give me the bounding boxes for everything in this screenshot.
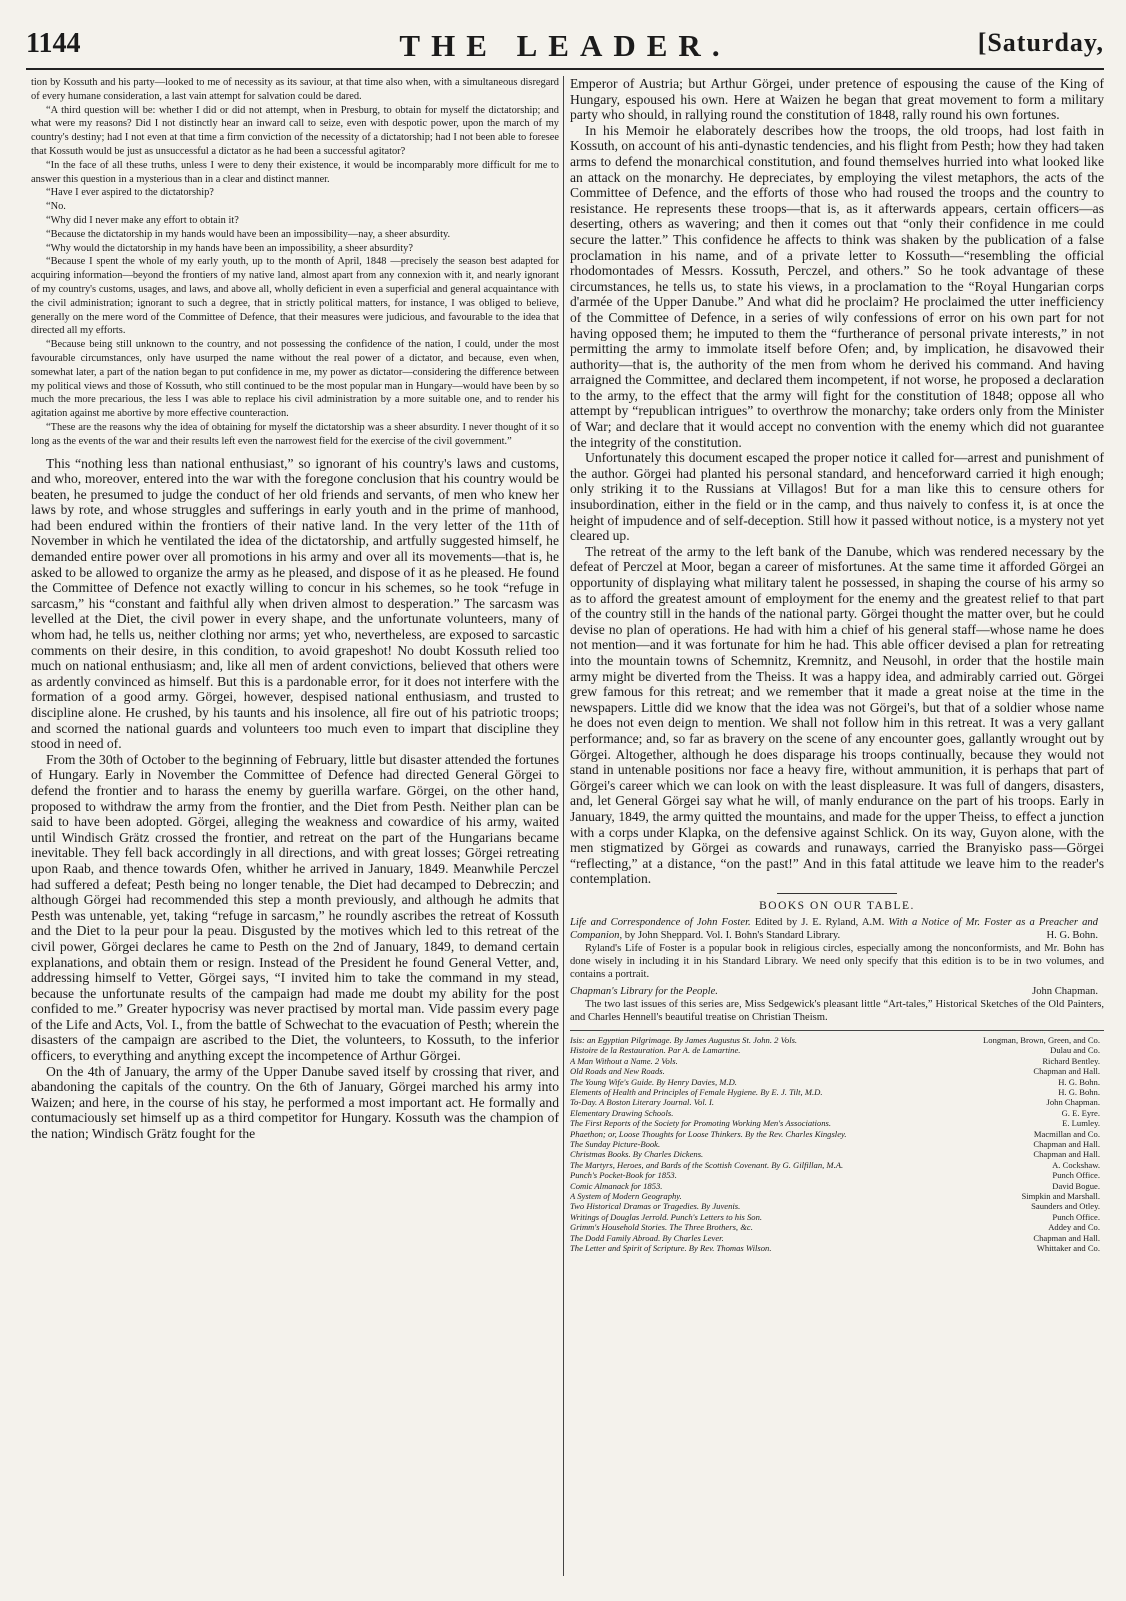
book-list-title: The Letter and Spirit of Scripture. By Rev. Thomas Wilson. <box>570 1243 772 1253</box>
quote-paragraph: “Why did I never make any effort to obtain it? <box>46 214 239 226</box>
article-paragraph: Unfortunately this document escaped the proper notice it called for—arrest and punishment of the author. Görgei had planted his personal standard, and henceforward carried it high enough; only striking it to the Russians at Villagos! But for a man like this to censure others for insubordination, either in the field or in the camp, and thus naively to confess it, is at once the height of impudence and of self-deception. Still how it passed without notice, is a mystery not yet cleared up. <box>570 450 1104 544</box>
article-paragraph: In his Memoir he elaborately describes how the troops, the old troops, had lost faith in Kossuth, on account of his anti-dynastic tendencies, and his flight from Pesth; how they had taken arms to defend the monarchical constitution, and found themselves hurried into what looked like an attack on the monarchy. He depreciates, by employing the vilest metaphors, the acts of the Committee of Defence, and the efforts of those who had roused the troops and the country to resistance. He represents these troops—that is, as it afterwards appears, certain officers—as deserting, others as wavering; and then it comes out that “only their confidence in me could secure the latter.” This confidence he affects to think was shaken by the publication of a false proclamation in his name, and of a private letter to Kossuth—“resembling the official rhodomontades of Messrs. Kossuth, Perczel, and others.” So he took advantage of these circumstances, he tells us, to state his views, in a proclamation to the “Royal Hungarian corps d'armée of the Upper Danube.” And what did he proclaim? He proclaimed the utter inefficiency of the Committee of Defence, in a series of wily confessions of error on his own part for not having opposed them; he imputed to them the “furtherance of personal private interests,” in not permitting the army to immolate itself before Ofen; and, by implication, he disavowed their authority—that is, the authority of the men from whom he derived his command. And having arraigned the Committee, and declared them incompetent, if not worse, he proposed a declaration to the army, to the effect that the army will fight for the constitution of 1848; oppose all who attempt by “republican intrigues” to overthrow the monarchy; take orders only from the Minister of War; and declare that it would accept no convention with the enemy which did not guarantee the integrity of the constitution. <box>570 122 1104 450</box>
book-list-item <box>570 1170 1104 1180</box>
book-list-title: Elementary Drawing Schools. <box>570 1107 674 1118</box>
book-title: Life and Correspondence of John Foster. <box>570 916 751 928</box>
section-rule <box>777 893 897 894</box>
book-list-title: Phaethon; or, Loose Thoughts for Loose Thinkers. By the Rev. Charles Kingsley. <box>570 1128 847 1139</box>
book-list-title: A Man Without a Name. 2 Vols. <box>570 1055 678 1066</box>
book-list-title: Christmas Books. By Charles Dickens. <box>570 1149 704 1160</box>
book-subtitle: With a Notice of Mr. Foster as a Preacher and Companion, <box>570 916 1098 941</box>
book-list-publisher: Chapman and Hall. <box>1029 1066 1100 1076</box>
quote-paragraph: “In the face of all these truths, unless I were to deny their existence, it would be incomparably more difficult for me to answer this question in a mysterious than in a clear and distinct manner. <box>31 159 559 185</box>
book-list-publisher: E. Lumley. <box>1058 1118 1100 1128</box>
book-list-item <box>570 1160 1104 1170</box>
book-header <box>570 916 1104 942</box>
book-list-item <box>570 1056 1104 1066</box>
book-list-publisher: Addey and Co. <box>1044 1222 1100 1232</box>
book-review-text: The two last issues of this series are, Miss Sedgewick's pleasant little “Art-tales,” Historical Sketches of the Old Painters, and Charles Hennell's beautiful treatise on Christian Theism. <box>570 998 1104 1023</box>
book-publisher: H. G. Bohn. <box>1046 929 1098 941</box>
quote-paragraph: “Because I spent the whole of my early youth, up to the month of April, 1848 —precisely the season best adapted for acquiring information—beyond the frontiers of my native land, almost apart from any connexion with it, and nearly ignorant of my country's customs, usages, and laws, and above all, wholly deficient in even a superficial and general acquaintance with the civil administration; ignorant to such a degree, that in strictly political matters, for instance, I was obliged to believe, generally on the mere word of the Committee of Defence, that their measures were judicious, and favourable to the idea that directed all my efforts. <box>31 256 559 337</box>
book-list-title: A System of Modern Geography. <box>570 1190 682 1201</box>
column-left <box>31 76 559 1576</box>
book-list-title: Grimm's Household Stories. The Three Brothers, &c. <box>570 1222 753 1233</box>
quote-paragraph: “No. <box>46 201 66 213</box>
book-list-title: To-Day. A Boston Literary Journal. Vol. I. <box>570 1097 715 1108</box>
gorgei-quote-block <box>31 76 559 449</box>
book-review-foster <box>570 916 1104 1024</box>
book-list-item <box>570 1181 1104 1191</box>
column-divider <box>563 76 564 1576</box>
book-list-title: The First Reports of the Society for Promoting Working Men's Associations. <box>570 1118 831 1129</box>
book-list-title: Punch's Pocket-Book for 1853. <box>570 1170 677 1181</box>
masthead <box>26 28 1104 68</box>
book-list-publisher: H. G. Bohn. <box>1054 1077 1100 1087</box>
book-list-item <box>570 1212 1104 1222</box>
book-list-item <box>570 1233 1104 1243</box>
book-list-item <box>570 1087 1104 1097</box>
book-list-title: The Sunday Picture-Book. <box>570 1138 661 1149</box>
book-list-publisher: Richard Bentley. <box>1038 1056 1100 1066</box>
quote-paragraph: “Have I ever aspired to the dictatorship? <box>46 187 214 199</box>
book-review-text: Ryland's Life of Foster is a popular book in religious circles, especially among the nonconformists, and Mr. Bohn has done wisely in including it in his Standard Library. We need only specify that this edition is to be in two volumes, and contains a portrait. <box>570 942 1104 980</box>
page-number: 1144 <box>26 28 81 59</box>
book-editor-2: by John Sheppard. Vol. I. <box>624 929 732 941</box>
book-list-publisher: Punch Office. <box>1048 1212 1100 1222</box>
book-list-item <box>570 1149 1104 1159</box>
book-list-item <box>570 1222 1104 1232</box>
book-list-publisher: G. E. Eyre. <box>1058 1108 1100 1118</box>
book-header <box>570 985 1104 998</box>
book-list-publisher: John Chapman. <box>1043 1097 1100 1107</box>
book-list-item <box>570 1191 1104 1201</box>
book-list-title: The Martyrs, Heroes, and Bards of the Scottish Covenant. By G. Gilfillan, M.A. <box>570 1159 844 1170</box>
book-list-publisher: Chapman and Hall. <box>1029 1233 1100 1243</box>
masthead-rule <box>26 68 1104 70</box>
book-list-item <box>570 1129 1104 1139</box>
quote-paragraph: “Because being still unknown to the country, and not possessing the confidence of the nation, I could, under the most favourable circumstances, only have usurped the name without the real power of a dictator, and because, even when, somewhat later, a part of the nation began to put confidence in me, my power as dictator—considering the difference between my political views and those of Kossuth, who still continued to be the most popular man in Hungary—would have been by so much the more precarious, the less I was able to replace his civil administration by a more suitable one, and to render his agitation against me abortive by more effective counteraction. <box>31 339 559 420</box>
books-received-list <box>570 1030 1104 1254</box>
book-list-title: Two Historical Dramas or Tragedies. By Juvenis. <box>570 1201 741 1212</box>
book-list-title: Histoire de la Restauration. Par A. de Lamartine. <box>570 1045 741 1056</box>
book-list-item <box>570 1108 1104 1118</box>
book-list-publisher: H. G. Bohn. <box>1054 1087 1100 1097</box>
quote-paragraph: tion by Kossuth and his party—looked to me of necessity as its saviour, at that time also when, with a simultaneous disregard of every humane consideration, a last vain attempt for salvation could be dared. <box>31 77 559 102</box>
book-list-title: Old Roads and New Roads. <box>570 1066 665 1077</box>
book-list-item <box>570 1097 1104 1107</box>
book-list-item <box>570 1035 1104 1045</box>
book-list-item <box>570 1066 1104 1076</box>
books-section-heading: BOOKS ON OUR TABLE. <box>759 899 915 912</box>
issue-day: [Saturday, <box>977 28 1104 57</box>
book-list-publisher: A. Cockshaw. <box>1048 1160 1100 1170</box>
book-list-publisher: Macmillan and Co. <box>1030 1129 1100 1139</box>
quote-paragraph: “A third question will be: whether I did or did not attempt, when in Presburg, to obtain for myself the dictatorship; and what were my reasons? Did I not distinctly hear an inward call to seize, even with despotic power, upon the march of my country's destiny; had I not even at that time a firm conviction of the necessity of a dictatorship; had I not been able to foresee that Kossuth would be just as unsuccessful a dictator as he had been a successful agitator? <box>31 104 559 157</box>
book-list-item <box>570 1077 1104 1087</box>
book-list-item <box>570 1139 1104 1149</box>
book-list-item <box>570 1243 1104 1253</box>
article-paragraph: From the 30th of October to the beginning of February, little but disaster attended the fortunes of Hungary. Early in November the Committee of Defence had directed General Görgei to defend the frontier and to harass the enemy by guerilla warfare. Görgei, on the other hand, proposed to withdraw the army from the frontier, and the Diet from Pesth. Neither plan can be said to have been adopted. Görgei, alleging the weakness and cowardice of his army, waited until Windisch Grätz crossed the frontier, and retreat on the part of the Hungarians became inevitable. They fell back accordingly in all directions, and with great losses; Görgei retreating upon Raab, and thence towards Ofen, whither he arrived in January, 1849. Meanwhile Perczel had suffered a defeat; Pesth being no longer tenable, the Diet had decamped to Debreczin; and although Görgei had recommended this step a month previously, and although he admits that Pesth was untenable, yet, taking “refuge in sarcasm,” he roundly ascribes the retreat of Kossuth and the Diet to la peur pour la peau. Disgusted by the motives which led to this retreat of the civil power, Görgei declares he came to Pesth on the 2nd of January, 1849, to demand certain explanations, and obtain them or resign. Instead of the President he found General Vetter, and, addressing himself to Vetter, Görgei says, “I invited him to take the command in my stead, because the unfortunate results of the campaign had made me doubt my ability for the post confided to me.” Greater hypocrisy was never practised by mortal man. Vide passim every page of the Life and Acts, Vol. I., from the battle of Schwechat to the evacuation of Pesth; wherein the disasters of the campaign are ascribed to the Diet, the volunteers, to Kossuth, to the inferior officers, to everything and anything except the incompetence of Arthur Görgei. <box>31 751 559 1064</box>
book-list-item <box>570 1045 1104 1055</box>
book-list-title: Elements of Health and Principles of Female Hygiene. By E. J. Tilt, M.D. <box>570 1086 823 1097</box>
quote-paragraph: “Why would the dictatorship in my hands have been an impossibility, a sheer absurdity? <box>46 242 413 254</box>
book-list-title: Comic Almanack for 1853. <box>570 1180 663 1191</box>
book-list-publisher: Longman, Brown, Green, and Co. <box>979 1035 1100 1045</box>
quote-paragraph: “Because the dictatorship in my hands would have been an impossibility—nay, a sheer absurdity. <box>46 228 451 240</box>
book-list-publisher: Chapman and Hall. <box>1029 1149 1100 1159</box>
article-paragraph: The retreat of the army to the left bank of the Danube, which was rendered necessary by the defeat of Perczel at Moor, began a career of misfortunes. At the same time it afforded Görgei an opportunity of displaying what military talent he possessed, in shaping the course of his army so as to afford the greatest amount of employment for the enemy and the greatest relief to that part of the country still in the hands of the national party. Görgei thought the matter over, but he could devise no plan of operations. He had with him a chief of his general staff—whose name he does not mention—and it was fortunate for him he had. This able officer devised a plan for retreating into the mountain towns of Schemnitz, Kremnitz, and Neusohl, in order that the hostile main army might be diverted from the Theiss. It was a happy idea, and admirably carried out. Görgei grew famous for this retreat; and we remember that it made a great noise at the time in the newspapers. Little did we know that the idea was not Görgei's, but that of a soldier whose name he does not even deign to mention. We shall not follow him in this retreat. It was a very gallant performance; and, so far as bravery on the scene of any encounter goes, gallantly wrought out by Görgei. Altogether, although he does disparage his troops continually, because they would not stand in untenable positions nor face a heavy fire, without ammunition, it is perhaps that part of Görgei's career which we can look on with the least displeasure. It was full of dangers, disasters, and, let General Görgei say what he will, of manly endurance on the part of his troops. Early in January, 1849, the army quitted the mountains, and made for the upper Theiss, to effect a junction with a corps under Klapka, on the defensive against Schlick. On its way, Guyon alone, with the men stigmatized by Görgei as cowards and runaways, carried the Branyisko pass—Görgei “reflecting,” at a distance, “on the past!” And in this fatal attitude we leave him to the reader's contemplation. <box>570 543 1104 887</box>
article-paragraph: This “nothing less than national enthusiast,” so ignorant of his country's laws and customs, and who, moreover, entered into the war with the foregone conclusion that his country would be beaten, he presumed to judge the conduct of her old friends and servants, of men who knew her laws by rote, and whose struggles and sufferings in early youth and in the prime of manhood, had been endured within the frontiers of their native land. In the very letter of the 11th of November in which he ventilated the idea of the dictatorship, and artfully suggested himself, he demanded entire power over all promotions in his army and over all its movements—that is, he asked to be allowed to organize the army as he pleased, and dispose of it as he pleased. He found the Committee of Defence not exactly willing to concur in his schemes, so he took “refuge in sarcasm,” his “constant and faithful ally when driven almost to desperation.” The sarcasm was levelled at the Diet, the civil power in every shape, and the unfortunate volunteers, many of whom had, he tells us, neither clothing nor arms; yet who, nevertheless, are exposed to sarcastic comments on their desire, in this condition, to avoid grapeshot! No doubt Kossuth relied too much on national enthusiasm; and, like all men of ardent convictions, believed that others were as ardently convinced as himself. But this is a pardonable error, for it does not interfere with the formation of a good army. Görgei, however, despised national enthusiasm, and trusted to discipline alone. He crushed, by his taunts and his insolence, all fire out of his patriotic troops; and scorned the national guards and volunteers too much even to impart that discipline they stood in need of. <box>31 455 559 752</box>
book-publisher: John Chapman. <box>1032 985 1098 997</box>
article-body-right <box>570 76 1104 887</box>
article-paragraph: On the 4th of January, the army of the Upper Danube saved itself by crossing that river, and abandoning the capitals of the country. On the 6th of January, Görgei marched his army into Waizen; and here, in the course of his stay, he performed a most important act. He formally and contumaciously set himself up as a third competitor for Hungary. Kossuth was the champion of the nation; Windisch Grätz fought for the <box>31 1063 559 1142</box>
book-editor: Edited by J. E. Ryland, A.M. <box>754 916 885 928</box>
book-list-item <box>570 1201 1104 1211</box>
book-list-title: Writings of Douglas Jerrold. Punch's Letters to his Son. <box>570 1211 763 1222</box>
book-list-publisher: Simpkin and Marshall. <box>1017 1191 1100 1201</box>
book-list-publisher: Dulau and Co. <box>1046 1045 1100 1055</box>
book-title: Chapman's Library for the People. <box>570 985 718 997</box>
book-list-publisher: Chapman and Hall. <box>1029 1139 1100 1149</box>
column-right <box>570 76 1104 1576</box>
book-list-publisher: Whittaker and Co. <box>1033 1243 1100 1253</box>
article-paragraph: Emperor of Austria; but Arthur Görgei, under pretence of espousing the cause of the King of Hungary, espoused his own. Here at Waizen he began that great movement to form a military party who should, in rallying round the constitution of 1848, rally round his own fortunes. <box>570 76 1104 123</box>
book-list-title: The Young Wife's Guide. By Henry Davies, M.D. <box>570 1076 737 1087</box>
book-list-title: Isis: an Egyptian Pilgrimage. By James Augustus St. John. 2 Vols. <box>570 1034 798 1045</box>
book-series: Bohn's Standard Library. <box>734 929 841 941</box>
book-list-publisher: Saunders and Otley. <box>1027 1201 1100 1211</box>
book-list-publisher: David Bogue. <box>1048 1181 1100 1191</box>
book-list-title: The Dodd Family Abroad. By Charles Lever. <box>570 1232 724 1243</box>
quote-paragraph: “These are the reasons why the idea of obtaining for myself the dictatorship was a sheer absurdity. I never thought of it so long as the events of the war and their results left even the narrowest field for the exercise of the civil government.” <box>31 421 559 447</box>
newspaper-title: THE LEADER. <box>399 28 731 63</box>
book-list-item <box>570 1118 1104 1128</box>
article-body-left <box>31 456 559 1142</box>
book-list-publisher: Punch Office. <box>1048 1170 1100 1180</box>
